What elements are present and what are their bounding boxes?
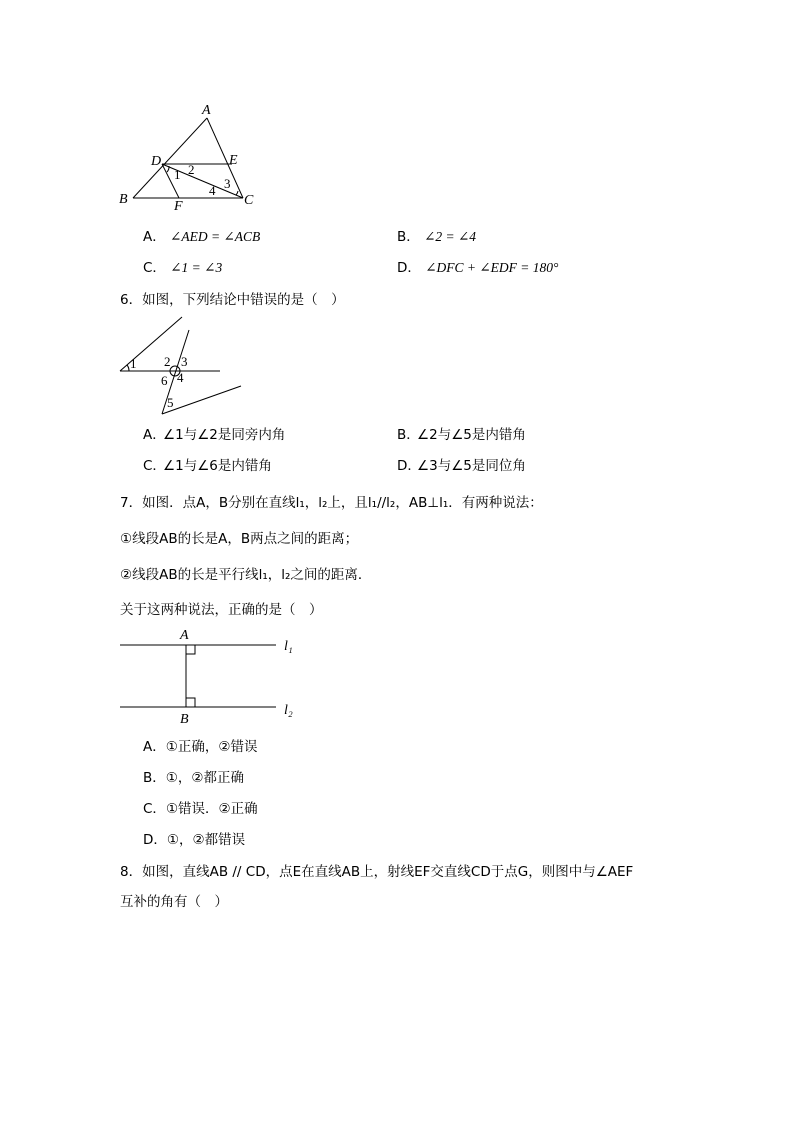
q6-option-c: C． <box>143 458 166 474</box>
q5-label-b: B <box>119 192 128 207</box>
q5-label-f: F <box>174 199 183 214</box>
q7-option-c-key: C． <box>143 801 166 817</box>
q5-angle-label-2: 2 <box>188 162 195 177</box>
q7-label-l1: l₁ <box>284 639 293 654</box>
q5-option-c-text: ∠1 = ∠3 <box>170 260 223 275</box>
q6-angle-label-4: 4 <box>177 370 184 385</box>
q6-option-d: D． <box>397 458 421 474</box>
q7-option-b-text: ①，②都正确 <box>165 770 244 786</box>
q6-option-a-text: ∠1与∠2是同旁内角 <box>163 427 286 443</box>
q7-label-b: B <box>180 712 189 727</box>
q5-option-d-key: D． <box>397 260 421 276</box>
q7-option-a <box>143 738 257 756</box>
q5-option-b-text: ∠2 = ∠4 <box>424 229 477 244</box>
q7-label-l2: l₂ <box>284 703 293 718</box>
q5-option-a-text: ∠AED = ∠ACB <box>170 229 261 244</box>
q6-angle-label-1: 1 <box>130 356 137 371</box>
q7-right-angle-mark-bottom <box>186 698 195 707</box>
q6-angle1-arc <box>127 365 129 371</box>
q5-option-a <box>143 228 260 246</box>
q7-option-b <box>143 769 244 787</box>
q6-lines-figure <box>110 310 250 416</box>
q7-claim-1: ①线段AB的长是A，B两点之间的距离； <box>120 531 359 547</box>
q5-side-ab <box>133 118 207 198</box>
q5-option-b <box>397 228 476 246</box>
q6-angle-label-6: 6 <box>161 373 168 388</box>
q6-stem: 6．如图，下列结论中错误的是（ ） <box>120 292 345 308</box>
q5-angle-label-1: 1 <box>174 167 181 182</box>
q6-option-a: A． <box>143 427 166 443</box>
q7-option-c-text: ①错误．②正确 <box>165 801 258 817</box>
q7-option-d <box>143 831 245 849</box>
q8-stem-line-2: 互补的角有（ ） <box>120 894 228 910</box>
q7-stem: 7．如图．点A，B分别在直线l₁，l₂上，且l₁//l₂，AB⊥l₁．有两种说法： <box>120 495 543 511</box>
q7-option-a-key: A． <box>143 739 166 755</box>
q7-claim-2: ②线段AB的长是平行线l₁，l₂之间的距离． <box>120 567 372 583</box>
q7-option-a-text: ①正确，②错误 <box>165 739 258 755</box>
q5-option-d <box>397 259 558 277</box>
q5-option-d-text: ∠DFC + ∠EDF = 180° <box>425 260 559 275</box>
q7-label-a: A <box>180 628 189 643</box>
q7-option-b-key: B． <box>143 770 166 786</box>
q5-angle-label-3: 3 <box>224 176 231 191</box>
q6-option-c-text: ∠1与∠6是内错角 <box>163 458 272 474</box>
q7-option-d-text: ①，②都错误 <box>166 832 246 848</box>
q5-triangle-figure <box>110 98 270 214</box>
q5-option-a-key: A． <box>143 229 166 245</box>
q5-option-c-key: C． <box>143 260 166 276</box>
q7-option-c <box>143 800 258 818</box>
q7-parallel-lines-figure <box>110 622 310 730</box>
q5-label-c: C <box>244 193 254 208</box>
q6-line-lower <box>162 386 241 414</box>
q6-angle-label-2: 2 <box>164 354 171 369</box>
q6-option-d-text: ∠3与∠5是同位角 <box>417 458 526 474</box>
q7-question: 关于这两种说法，正确的是（ ） <box>120 602 323 618</box>
q6-angle-label-3: 3 <box>181 354 188 369</box>
q5-angle-label-4: 4 <box>209 183 216 198</box>
q7-option-d-key: D． <box>143 832 167 848</box>
q5-label-d: D <box>151 154 162 169</box>
q6-option-b-text: ∠2与∠5是内错角 <box>417 427 526 443</box>
q5-angle3-arc <box>236 191 238 195</box>
q5-label-e: E <box>229 153 238 168</box>
q8-stem-line-1: 8．如图，直线AB // CD，点E在直线AB上，射线EF交直线CD于点G，则图中与∠AEF <box>120 864 634 880</box>
q6-angle-label-5: 5 <box>167 395 174 410</box>
q7-right-angle-mark-top <box>186 645 195 654</box>
q5-option-b-key: B． <box>397 229 420 245</box>
q5-option-c <box>143 259 222 277</box>
q5-label-a: A <box>202 103 211 118</box>
q6-option-b: B． <box>397 427 420 443</box>
